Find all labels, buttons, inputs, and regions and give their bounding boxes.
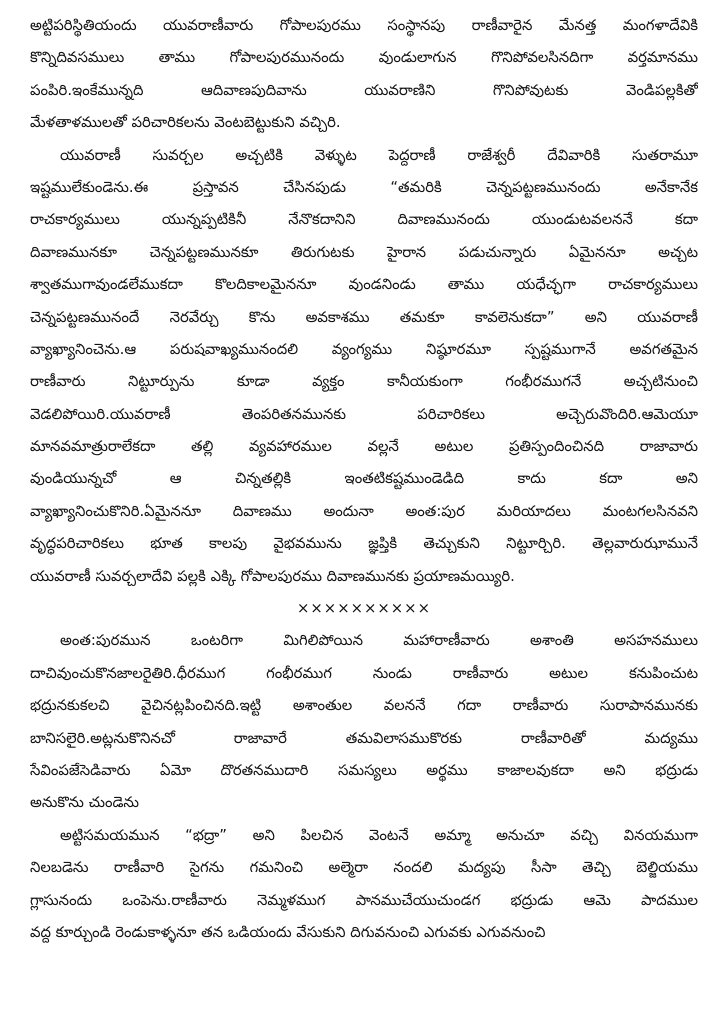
text-line: మానవమాత్రురాలేకదా తల్లి వ్యవహారముల వల్లనే అటుల ప్రతిస్పందించినది రాజావారు xyxy=(30,438,698,456)
paragraph xyxy=(30,10,698,140)
text-line: వెడలిపోయిరి.యువరాణీ తెంపరితనమునకు పరిచారికలు అచ్చెరువొందిరి.ఆమెయూ xyxy=(30,405,698,423)
document-body xyxy=(30,10,698,949)
text-line: మేళతాళములతో పరిచారికలను వెంటబెట్టుకుని వచ్చిరి. xyxy=(30,114,341,132)
text-line: అట్టిపరిస్థితియందు యువరాణీవారు గోపాలపురము సంస్థానపు రాణీవారైన మేనత్త మంగళాదేవికి xyxy=(30,17,698,34)
text-line: శ్వాతముగావుండలేముకదా కొలదికాలమైననూ వుండనిండు తాము యధేచ్ఛగా రాచకార్యములు xyxy=(30,276,698,294)
section-separator: ×××××××××× xyxy=(297,600,431,618)
text-line: నిలబడెను రాణీవారి సైగను గమనించి అల్మెరా నందలి మద్యపు సీసా తెచ్చి బెల్జియము xyxy=(30,859,698,877)
text-line: కొన్నిదివసములు తాము గోపాలపురమునందు వుండులాగున గొనిపోవలసినదిగా వర్తమానము xyxy=(30,49,698,67)
text-line: దివాణమునకూ చెన్నపట్టణమునకూ తిరుగుటకు హైరాన పడుచున్నారు ఏమైననూ అచ్చట xyxy=(30,243,698,261)
text-line: పంపిరి.ఇంకేమున్నది ఆదివాణపుదివాను యువరాణిని గొనిపోవుటకు వెండిపల్లకితో xyxy=(30,81,698,99)
text-line: అట్టిసమయమున “భద్రా” అని పిలచిన వెంటనే అమ్మా అనుచూ వచ్చి వినయముగా xyxy=(60,826,698,844)
text-line: వ్యాఖ్యానించెను.ఆ పరుషవాఖ్యమునందలి వ్యంగ్యము నిష్ఠూరమూ స్పష్టముగానే అవగతమైన xyxy=(30,340,698,358)
text-line: చెన్నపట్టణమునందే నెరవేర్చు కొను అవకాశము తమకూ కావలెనుకదా” అని యువరాణీ xyxy=(30,308,698,326)
paragraph xyxy=(30,820,698,950)
paragraph xyxy=(30,625,698,819)
text-line: వృద్ధపరిచారికలు భూత కాలపు వైభవమును జ్ఞప్తికి తెచ్చుకుని నిట్టూర్చిరి. తెల్లవారుఝామునే xyxy=(30,535,698,553)
text-line: అంత:పురమున ఒంటరిగా మిగిలిపోయిన మహారాణీవారు అశాంతి అసహనములు xyxy=(60,632,698,650)
text-line: గ్లాసునందు ఒంపెను.రాణీవారు నెమ్మళముగ పానముచేయుచుండగ భద్రుడు ఆమె పాదముల xyxy=(30,891,698,909)
text-line: యువరాణీ సువర్చల అచ్చటికి వెళ్ళుట పెద్దరాణీ రాజేశ్వరీ దేవివారికి సుతరామూ xyxy=(60,146,698,164)
text-line: ఇష్టములేకుండెను.ఈ ప్రస్తావన చేసినపుడు “తమరికి చెన్నపట్టణమునందు అనేకానేక xyxy=(30,178,698,196)
text-line: వ్యాఖ్యానించుకొనిరి.ఏమైననూ దివాణము అందునా అంత:పుర మరియాదలు మంటగలసినవని xyxy=(30,502,698,520)
text-line: రాచకార్యములు యున్నప్పటికినీ నేనొకదానిని దివాణమునందు యుండుటవలననే కదా xyxy=(30,211,698,229)
text-line: బానిసలైరి.అట్లనుకొనినచో రాజావారే తమవిలాసముకొరకు రాణీవారితో మద్యము xyxy=(30,729,698,747)
text-line: అనుకొను చుండెను xyxy=(30,794,139,812)
text-line: భద్రునకుకలచి వైచినట్లపించినది.ఇట్టి అశాంతుల వలననే గదా రాణీవారు సురాపానమునకు xyxy=(30,697,698,715)
paragraph xyxy=(30,140,698,593)
text-line: యువరాణీ సువర్చలాదేవి పల్లకి ఎక్కి గోపాలపురము దివాణమునకు ప్రయాణమయ్యిరి. xyxy=(30,567,515,585)
text-line: దాచివుంచుకొనజాలరైతిరి.ధీరముగ గంభీరముగ నుండు రాణీవారు అటుల కనుపించుట xyxy=(30,664,698,682)
text-line: రాణీవారు నిట్టూర్పును కూడా వ్యక్తం కానీయకుంగా గంభీరముగనే అచ్చటినుంచి xyxy=(30,373,698,391)
text-line: వుండియున్నచో ఆ చిన్నతల్లికి ఇంతటికష్టముండెడిది కాదు కదా అని xyxy=(30,470,698,488)
text-line: సేవింపజేసెడివారు ఏమో దొరతనముదారి సమస్యలు అర్థము కాజాలవుకదా అని భద్రుడు xyxy=(30,761,698,779)
text-line: వద్ద కూర్చుండి రెండుకాళ్ళనూ తన ఒడియందు వేసుకుని దిగువనుంచి ఎగువకు ఎగువనుంచి xyxy=(30,923,546,941)
